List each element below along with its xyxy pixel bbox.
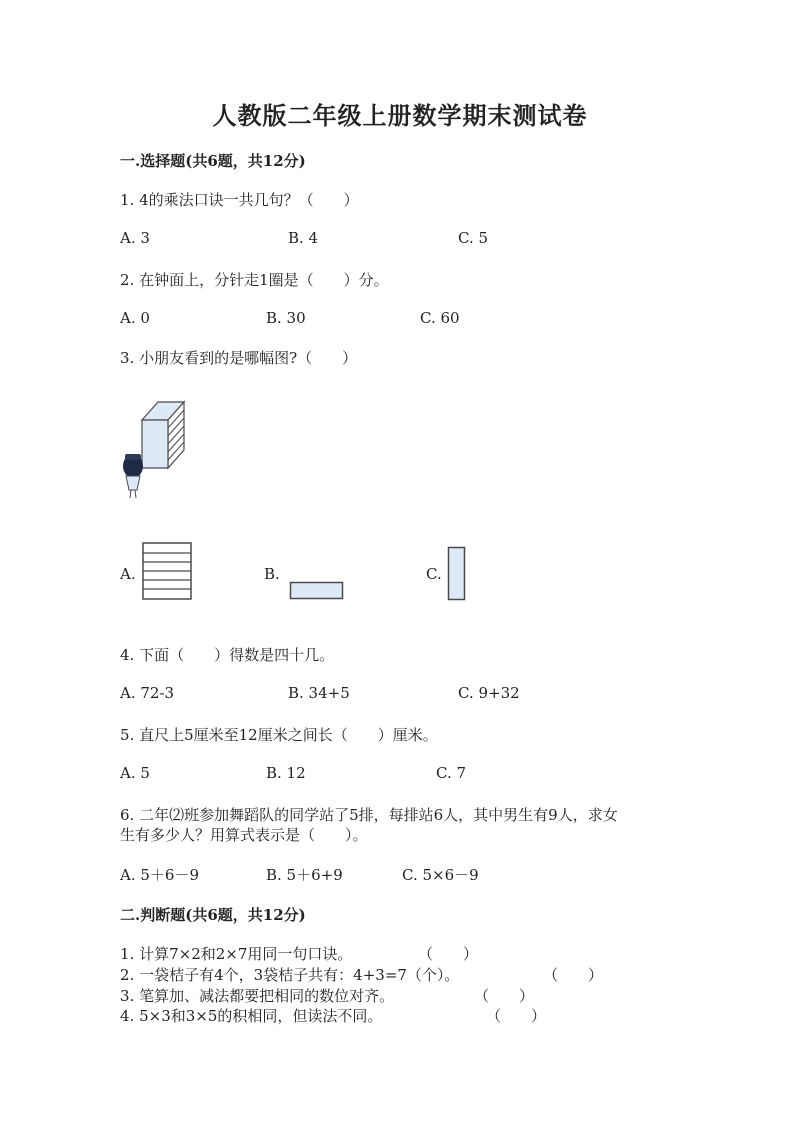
- judge-item-3-paren: （ ）: [474, 987, 535, 1005]
- q6-option-b: B. 5＋6+9: [266, 866, 343, 884]
- judge-item-4: 4. 5×3和3×5的积相同，但读法不同。: [120, 1007, 383, 1025]
- q2-option-c: C. 60: [420, 309, 460, 327]
- question-2: 2. 在钟面上，分针走1圈是（ ）分。: [120, 271, 389, 289]
- q3-option-c-figure: [447, 546, 467, 602]
- question-6-line-1: 6. 二年⑵班参加舞蹈队的同学站了5排，每排站6人，其中男生有9人，求女: [120, 806, 618, 824]
- section-2-heading: 二.判断题(共6题，共12分): [120, 906, 306, 924]
- question-3: 3. 小朋友看到的是哪幅图?（ ）: [120, 349, 358, 367]
- section-1-heading: 一.选择题(共6题，共12分): [120, 152, 306, 170]
- q2-option-a: A. 0: [120, 309, 150, 327]
- q5-option-c: C. 7: [436, 764, 467, 782]
- judge-item-1: 1. 计算7×2和2×7用同一句口诀。: [120, 945, 353, 963]
- q3-option-c: C.: [426, 565, 442, 583]
- question-4: 4. 下面（ ）得数是四十几。: [120, 646, 335, 664]
- q4-option-c: C. 9+32: [458, 684, 520, 702]
- q1-option-b: B. 4: [288, 229, 319, 247]
- judge-item-2-paren: （ ）: [543, 966, 604, 984]
- q6-option-a: A. 5＋6－9: [120, 866, 199, 884]
- q1-option-a: A. 3: [120, 229, 150, 247]
- q3-option-a: A.: [120, 565, 136, 583]
- q3-scene-figure: [112, 398, 192, 502]
- judge-item-1-paren: （ ）: [418, 945, 479, 963]
- judge-item-3: 3. 笔算加、减法都要把相同的数位对齐。: [120, 987, 395, 1005]
- q6-option-c: C. 5×6－9: [402, 866, 479, 884]
- q4-option-a: A. 72-3: [120, 684, 175, 702]
- q3-option-b: B.: [264, 565, 280, 583]
- question-5: 5. 直尺上5厘米至12厘米之间长（ ）厘米。: [120, 726, 438, 744]
- q3-option-b-figure: [289, 581, 345, 601]
- q5-option-b: B. 12: [266, 764, 306, 782]
- judge-item-4-paren: （ ）: [486, 1007, 547, 1025]
- q5-option-a: A. 5: [120, 764, 150, 782]
- question-6-line-2: 生有多少人？用算式表示是（ ）。: [120, 826, 368, 844]
- q2-option-b: B. 30: [266, 309, 306, 327]
- judge-item-2: 2. 一袋桔子有4个，3袋桔子共有：4+3=7（个）。: [120, 966, 460, 984]
- page-title: 人教版二年级上册数学期末测试卷: [212, 101, 588, 130]
- q3-option-a-figure: [141, 541, 193, 601]
- q4-option-b: B. 34+5: [288, 684, 350, 702]
- question-1: 1. 4的乘法口诀一共几句？（ ）: [120, 191, 359, 209]
- q1-option-c: C. 5: [458, 229, 489, 247]
